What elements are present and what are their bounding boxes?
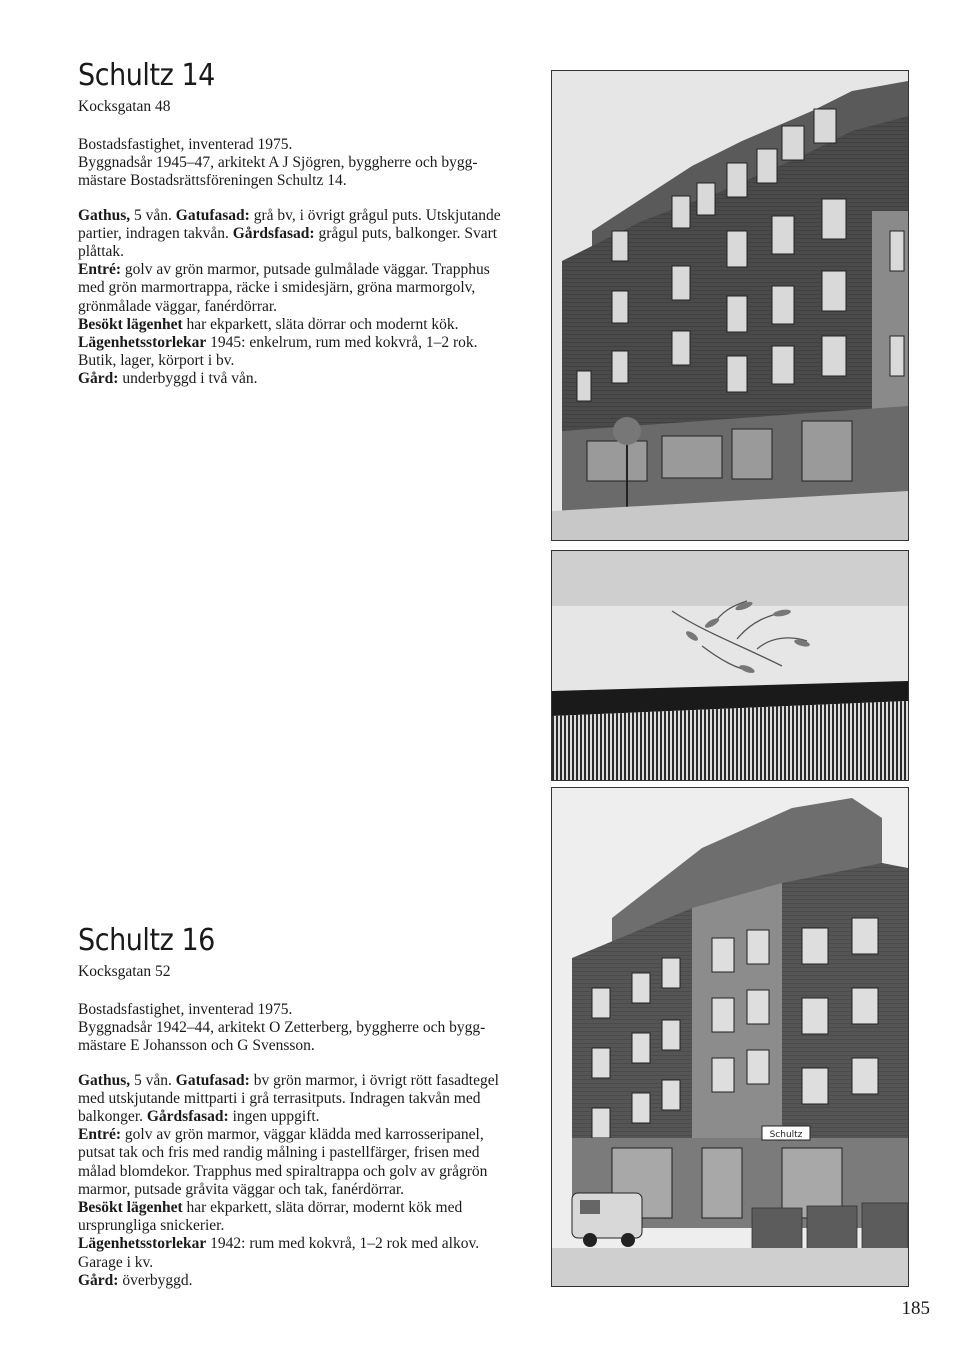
crates-stack [752,1203,908,1255]
building-facade-illustration [552,71,908,540]
besokt-label: Besökt lägenhet [78,1199,183,1217]
page-number: 185 [901,1298,930,1319]
entry-title: Schultz 14 [78,58,215,93]
besokt-text: har ekparkett, släta dörrar och modernt kök. [186,315,459,333]
gardsfasad-text: grågul puts, balkonger. Svart plåttak. [78,224,498,261]
facade-description [78,1072,518,1127]
facade-description [78,207,518,262]
entry-title: Schultz 16 [78,923,215,958]
storlek-description [78,334,518,370]
gard-label: Gård: [78,1271,119,1289]
gard-text: överbyggd. [122,1271,193,1289]
storlek-description [78,1235,518,1271]
gardsfasad-label: Gårdsfasad: [146,1108,229,1126]
besokt-text: har ekparkett, släta dörrar, modernt kök med ursprungliga snickerier. [78,1199,463,1235]
entre-description [78,261,518,316]
storlek-text: 1942: rum med kokvrå, 1–2 rok med alkov. Garage i kv. [78,1235,480,1271]
gathus-text: 5 vån. [134,206,172,224]
entre-label: Entré: [78,1126,122,1144]
entre-description [78,1126,518,1199]
entry-address: Kocksgatan 48 [78,98,171,115]
storlek-label: Lägenhetsstorlekar [78,334,207,352]
gard-label: Gård: [78,370,119,388]
besokt-label: Besökt lägenhet [78,315,183,333]
besokt-description [78,316,518,334]
storlek-label: Lägenhetsstorlekar [78,1235,207,1253]
inventory-info: Bostadsfastighet, inventerad 1975. [78,136,293,153]
gatufasad-label: Gatufasad: [175,206,250,224]
gatufasad-label: Gatufasad: [175,1071,250,1089]
gatufasad-text: grå bv, i övrigt grågul puts. Utskjutande partier, indragen takvån. [78,206,501,242]
construction-info: Byggnadsår 1942–44, arkitekt O Zetterberg, byggherre och bygg-mästare E Johansson och G Svensson. [78,1019,486,1055]
building-photo-schultz-16 [551,787,909,1287]
entry-schultz-14 [78,58,518,389]
gathus-label: Gathus, [78,1071,131,1089]
frieze-illustration [552,551,908,780]
gatufasad-text: bv grön marmor, i övrigt rött fasadtegel med utskjutande mittparti i grå terrasitputs. Indragen takvån med balkonger. [78,1071,499,1126]
entry-schultz-16 [78,923,518,1290]
storlek-text: 1945: enkelrum, rum med kokvrå, 1–2 rok. Butik, lager, körport i bv. [78,334,478,370]
shop-sign-text: Schultz [769,1130,803,1140]
gard-text: underbyggd i två vån. [122,370,258,388]
building-photo-schultz-14 [551,70,909,541]
entry-address: Kocksgatan 52 [78,963,171,980]
building-facade-illustration [552,788,908,1286]
gathus-label: Gathus, [78,206,131,224]
entre-text: golv av grön marmor, putsade gulmålade väggar. Trapphus med grön marmortrappa, räcke i smidesjärn, gröna marmorgolv, grönmålade väggar, fanérdörrar. [78,261,490,315]
gardsfasad-label: Gårdsfasad: [232,224,315,242]
gard-description [78,370,518,388]
gathus-text: 5 vån. [134,1071,172,1089]
entre-text: golv av grön marmor, väggar klädda med karrosseripanel, putsat tak och fris med randig målning i pastellfärger, frisen med målad blomdekor. Trapphus med spiraltrappa och golv av grågrön marmor, putsade gråvita väggar och tak, fanérdörrar. [78,1126,488,1198]
gardsfasad-text: ingen uppgift. [232,1108,320,1126]
besokt-description [78,1199,518,1235]
frieze-detail-photo [551,550,909,781]
construction-info: Byggnadsår 1945–47, arkitekt A J Sjögren, byggherre och bygg-mästare Bostadsrättsföreningen Schultz 14. [78,154,478,190]
inventory-info: Bostadsfastighet, inventerad 1975. [78,1001,293,1018]
entre-label: Entré: [78,261,122,279]
gard-description [78,1272,518,1290]
